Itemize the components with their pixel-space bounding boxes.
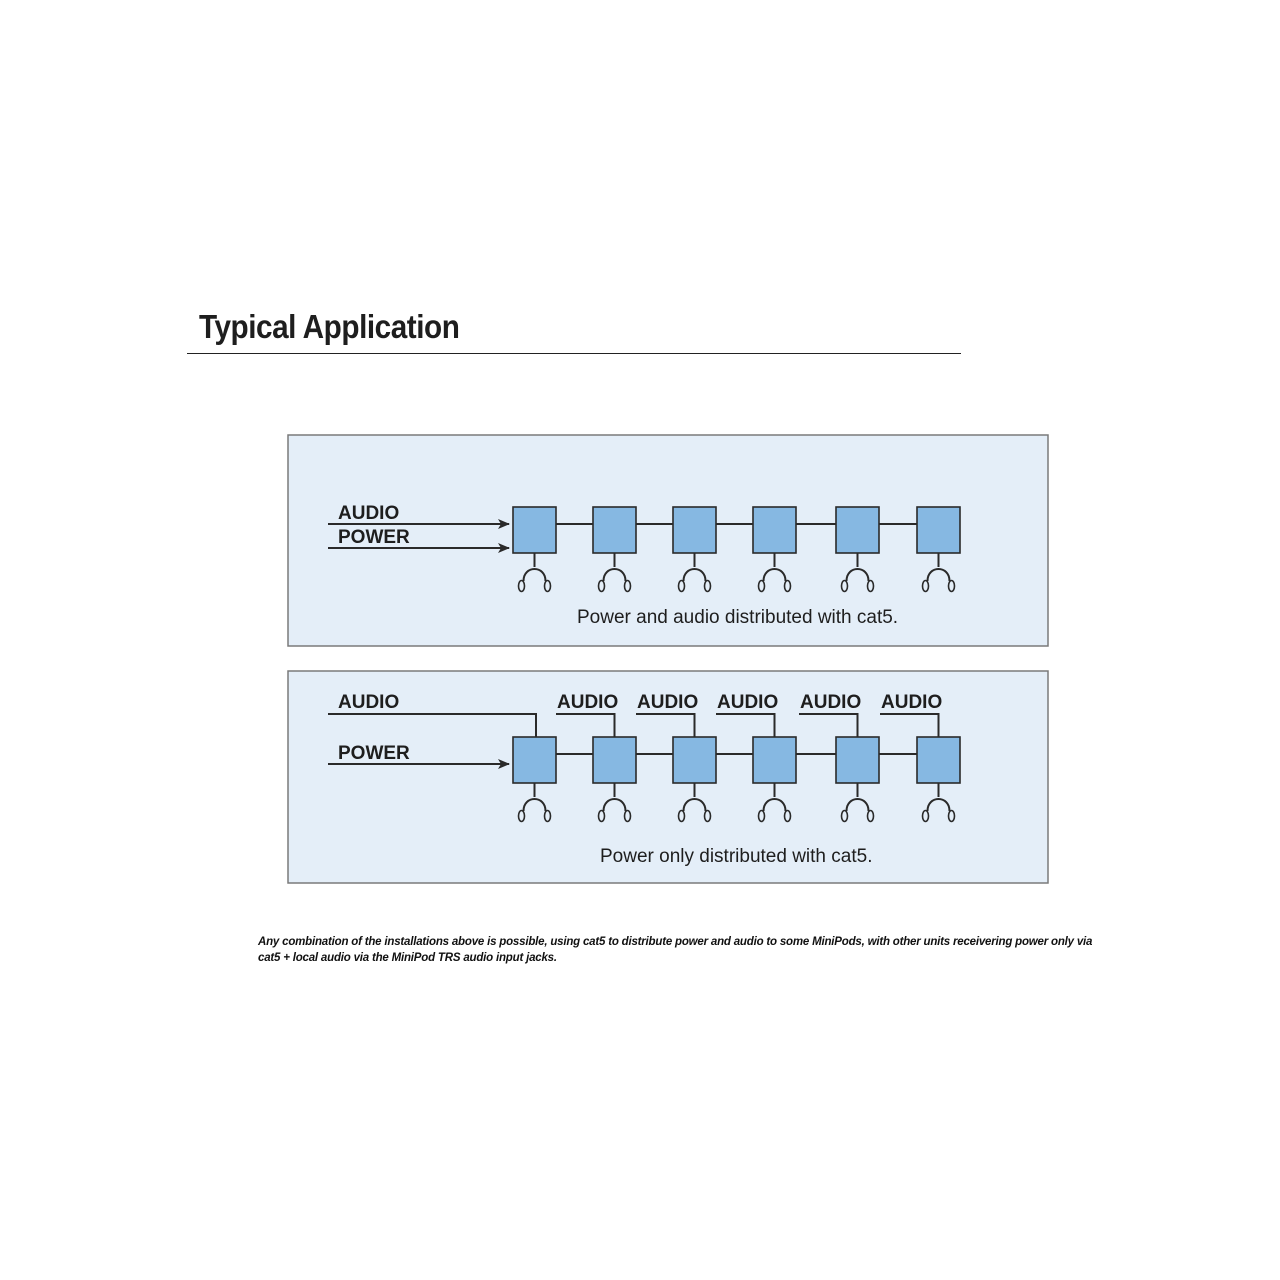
diagram-panel-1 — [288, 435, 1048, 646]
panel-1-power-input-label: POWER — [338, 527, 410, 548]
panel-1-minipod-unit-5 — [836, 507, 879, 553]
footnote: Any combination of the installations above is possible, using cat5 to distribute power and audio to some MiniPods, with other units receivering power only via cat5 + local audio via the MiniPod TRS audio input jacks. — [258, 936, 1093, 964]
panel-2-local-audio-label-2: AUDIO — [637, 692, 699, 713]
panel-2-power-input-label: POWER — [338, 743, 410, 764]
panel-2-local-audio-label-3: AUDIO — [717, 692, 779, 713]
panel-1-minipod-unit-2 — [593, 507, 636, 553]
panel-2-audio-input-label: AUDIO — [338, 692, 400, 713]
panel-2-local-audio-label-5: AUDIO — [881, 692, 943, 713]
panel-2-minipod-unit-5 — [836, 737, 879, 783]
panel-1-minipod-unit-3 — [673, 507, 716, 553]
page-title: Typical Application — [199, 308, 460, 345]
panel-2-local-audio-label-4: AUDIO — [800, 692, 862, 713]
panel-2-minipod-unit-6 — [917, 737, 960, 783]
panel-2-minipod-unit-1 — [513, 737, 556, 783]
panel-1-audio-input-label: AUDIO — [338, 503, 400, 524]
panel-2-caption: Power only distributed with cat5. — [600, 846, 873, 867]
panel-2-local-audio-label-1: AUDIO — [557, 692, 619, 713]
panel-2-minipod-unit-2 — [593, 737, 636, 783]
panel-2-minipod-unit-4 — [753, 737, 796, 783]
panel-1-minipod-unit-6 — [917, 507, 960, 553]
panel-1-minipod-unit-1 — [513, 507, 556, 553]
panel-2-minipod-unit-3 — [673, 737, 716, 783]
panel-1-minipod-unit-4 — [753, 507, 796, 553]
panel-1-caption: Power and audio distributed with cat5. — [577, 607, 899, 628]
diagram-panel-2 — [288, 671, 1048, 883]
